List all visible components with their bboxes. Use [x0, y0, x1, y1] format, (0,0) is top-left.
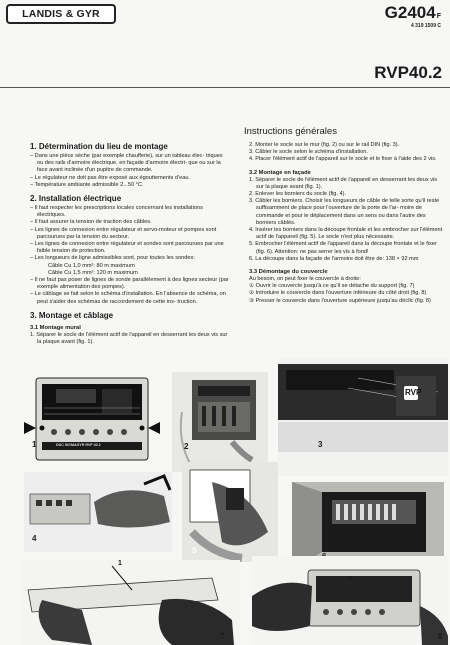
list-item: 3. Câbler le socle selon le schéma d'installation. [249, 149, 368, 156]
figure-7 [22, 560, 240, 645]
list-item: 5. Embrocher l'élément actif de l'appareil dans la découpe frontale et le fixer (fig. 6). Attention: ne pas serrer les vis à fond! [249, 241, 437, 255]
list-item: – Il ne faut pas poser de lignes de sonde parallèlement à des lignes secteur (par exemple alimentation des pompes). [30, 277, 229, 291]
section-cover-removal [249, 268, 444, 305]
section-electrical [30, 194, 230, 306]
cover-detach-illustration [22, 560, 240, 645]
list-item: 1. Séparer le socle de l'élément actif de l'appareil en desserrant les deux vis sur la plaque avant (fig. 1). [249, 176, 438, 190]
list-item: – Température ambiante admissible 2...50 °C. [30, 181, 144, 188]
list-item: – Les lignes de connexion entre régulateur et servo-moteur et pompes sont parcourues par la tension du secteur. [30, 226, 217, 240]
subsection-title: 3.1 Montage mural [30, 324, 81, 331]
figure-number: 2 [184, 442, 189, 451]
list-item: ③ Presser le couvercle dans l'ouverture supérieure jusqu'au déclic (fig. 8) [249, 297, 431, 304]
subsection-title: 3.3 Démontage du couvercle [249, 269, 328, 276]
figure-number: 3 [318, 440, 323, 449]
list-item: ② Introduire le couvercle dans l'ouverture inférieure du côté droit (fig. 8) [249, 290, 427, 297]
right-column [249, 142, 444, 310]
section-location [30, 142, 230, 189]
list-item: – Il faut assurer la tension de traction des câbles. [30, 219, 152, 226]
rvp-mark: RVP [405, 388, 422, 397]
subsection-title: 3.2 Montage en façade [249, 169, 311, 176]
section-title: 2. Installation électrique [30, 194, 122, 204]
list-item: 2. Monter le socle sur le mur (fig. 2) ou sur le rail DIN (fig. 3). [249, 142, 400, 148]
list-item: 2. Enlever les borniers du socle (fig. 4). [249, 191, 347, 198]
cable-spec: Câble Cu 1,0 mm²: 80 m maximum [48, 262, 135, 269]
callout-1: 1 [118, 560, 122, 567]
figure-number: 4 [32, 534, 37, 543]
callout-3: 3 [348, 576, 352, 583]
figure-4 [24, 472, 172, 552]
header-divider [0, 87, 450, 88]
figure-3 [278, 358, 448, 476]
instructions-title: Instructions générales [244, 126, 337, 137]
figure-number: 8 [438, 632, 443, 641]
product-name: RVP40.2 [374, 63, 442, 82]
cable-spec: Câble Cu 1,5 mm²: 120 m maximum [48, 269, 138, 276]
list-item: – Les lignes de connexion entre régulateur et sondes sont parcourues par une faible tension de protection. [30, 241, 224, 255]
paragraph: Au besoin, on peut fixer le couvercle à droite: [249, 276, 361, 283]
list-item: – Le régulateur ne doit pas être exposé aux égouttements d'eau. [30, 174, 190, 181]
list-item: 6. La découpe dans la façade de l'armoire doit être de: 138 × 92 mm [249, 255, 419, 262]
figure-2 [172, 372, 268, 472]
list-item: – Le câblage se fait selon le schéma d'installation. En l'absence de schéma, on peut s'aider des schémas de raccordement de cette ins- truction. [30, 291, 226, 305]
list-item: – Dans une pièce sèche (par exemple chaufferie), sur un tableau élec- triques ou des rails d'armoire électrique, en façade d'armoire électri- que ou sur la face avant inclinée d'un pupitre de commande. [30, 153, 223, 174]
list-item: – Les longueurs de ligne admissibles sont, pour toutes les sondes: [30, 255, 195, 262]
cover-reattach-illustration [252, 556, 448, 645]
wall-mount-illustration [172, 372, 268, 472]
section-mounting [30, 311, 230, 346]
list-item: 4. Placer l'élément actif de l'appareil sur le socle et le fixer à l'aide des 2 vis. [249, 156, 437, 163]
document-number: G2404F [384, 3, 441, 22]
din-rail-illustration [278, 358, 448, 476]
terminal-removal-illustration [24, 472, 172, 552]
figure-8 [252, 556, 448, 645]
device-label: DDC SIGMAGYR RVP 40.2 [56, 443, 101, 447]
figure-5 [182, 462, 278, 562]
wall-mount-steps [249, 142, 444, 164]
list-item: – Il faut respecter les prescriptions locales concernant les installations électriques. [30, 205, 203, 219]
figure-1 [22, 372, 162, 466]
list-item: ① Ouvrir le couvercle jusqu'à ce qu'il se détache du support (fig. 7) [249, 283, 415, 290]
brand-logo: LANDIS & GYR [6, 4, 116, 24]
section-panel-mount [249, 169, 444, 263]
figure-number: 5 [192, 546, 197, 555]
left-column [30, 142, 230, 351]
list-item: 1. Séparer le socle de l'élément actif de l'appareil en desserrant les deux vis sur la plaque avant (fig. 1). [30, 331, 228, 346]
section-title: 1. Détermination du lieu de montage [30, 142, 168, 151]
figure-number: 7 [220, 632, 225, 641]
section-title: 3. Montage et câblage [30, 310, 114, 320]
list-item: 4. Insérer les borniers dans la découpe frontale et les embrocher sur l'élément actif de l'appareil (fig. 5). Le socle n'est plus nécessaire. [249, 227, 443, 241]
figure-number: 1 [32, 440, 37, 449]
list-item: 3. Câbler les borniers. Choisir les longueurs de câble de telle sorte qu'il reste suffisamment de place pour l'ouverture de la porte de l'ar- moire de commande et pour le déplacement dans un sens ou dans l'autre des borniers câblés. [249, 198, 440, 226]
controller-front-illustration [22, 372, 162, 466]
document-reference: 4 319 1509 C [410, 23, 441, 29]
